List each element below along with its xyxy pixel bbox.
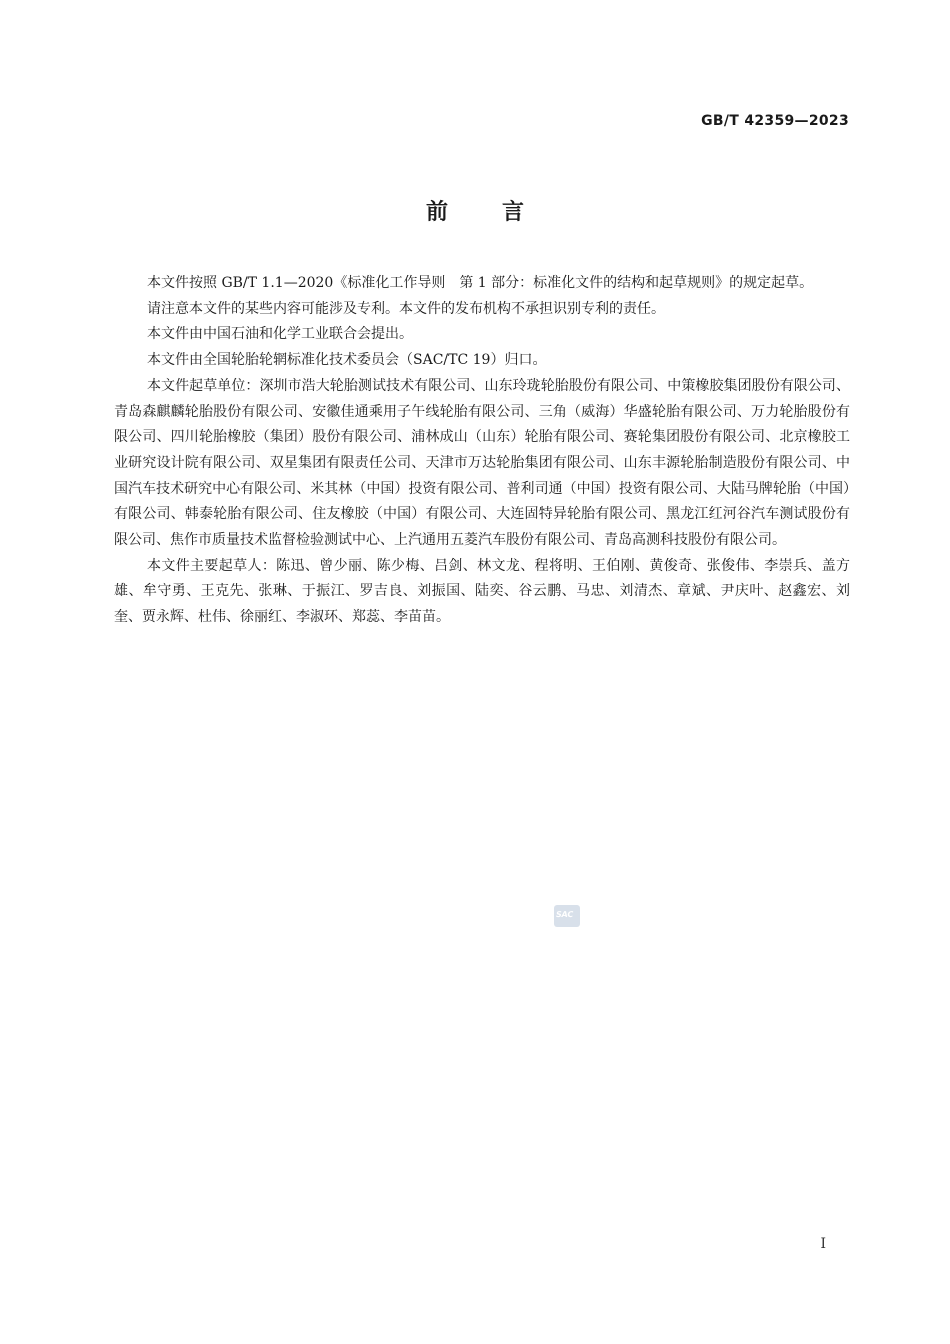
foreword-body bbox=[114, 271, 850, 631]
paragraph-drafting-rules: 本文件按照 GB/T 1.1—2020《标准化工作导则 第 1 部分：标准化文件的结构和起草规则》的规定起草。 bbox=[147, 275, 814, 291]
sac-watermark-logo bbox=[554, 905, 580, 927]
page-number: I bbox=[820, 1236, 826, 1252]
paragraph-patent-notice: 请注意本文件的某些内容可能涉及专利。本文件的发布机构不承担识别专利的责任。 bbox=[147, 300, 665, 317]
standard-number: GB/T 42359—2023 bbox=[701, 113, 849, 129]
paragraph-drafting-units: 本文件起草单位：深圳市浩大轮胎测试技术有限公司、山东玲珑轮胎股份有限公司、中策橡胶集团股份有限公司、青岛森麒麟轮胎股份有限公司、安徽佳通乘用子午线轮胎有限公司、三角（威海）华盛轮胎有限公司、万力轮胎股份有限公司、四川轮胎橡胶（集团）股份有限公司、浦林成山（山东）轮胎有限公司、赛轮集团股份有限公司、北京橡胶工业研究设计院有限公司、双星集团有限责任公司、天津市万达轮胎集团有限公司、山东丰源轮胎制造股份有限公司、中国汽车技术研究中心有限公司、米其林（中国）投资有限公司、普利司通（中国）投资有限公司、大陆马牌轮胎（中国）有限公司、韩泰轮胎有限公司、住友橡胶（中国）有限公司、大连固特异轮胎有限公司、黑龙江红河谷汽车测试股份有限公司、焦作市质量技术监督检验测试中心、上汽通用五菱汽车股份有限公司、青岛高测科技股份有限公司。 bbox=[114, 377, 850, 549]
paragraph-proposer: 本文件由中国石油和化学工业联合会提出。 bbox=[147, 326, 413, 343]
sac-logo-icon: SAC bbox=[555, 910, 574, 919]
paragraph-drafters: 本文件主要起草人：陈迅、曾少丽、陈少梅、吕剑、林文龙、程将明、王伯刚、黄俊奇、张俊伟、李崇兵、盖方雄、牟守勇、王克先、张琳、于振江、罗吉良、刘振国、陆奕、谷云鹏、马忠、刘清杰、章斌、尹庆叶、赵鑫宏、刘奎、贾永辉、杜伟、徐丽红、李淑环、郑蕊、李苗苗。 bbox=[114, 557, 850, 626]
paragraph-committee: 本文件由全国轮胎轮辋标准化技术委员会（SAC/TC 19）归口。 bbox=[147, 352, 547, 369]
page-title: 前言 bbox=[425, 200, 578, 225]
